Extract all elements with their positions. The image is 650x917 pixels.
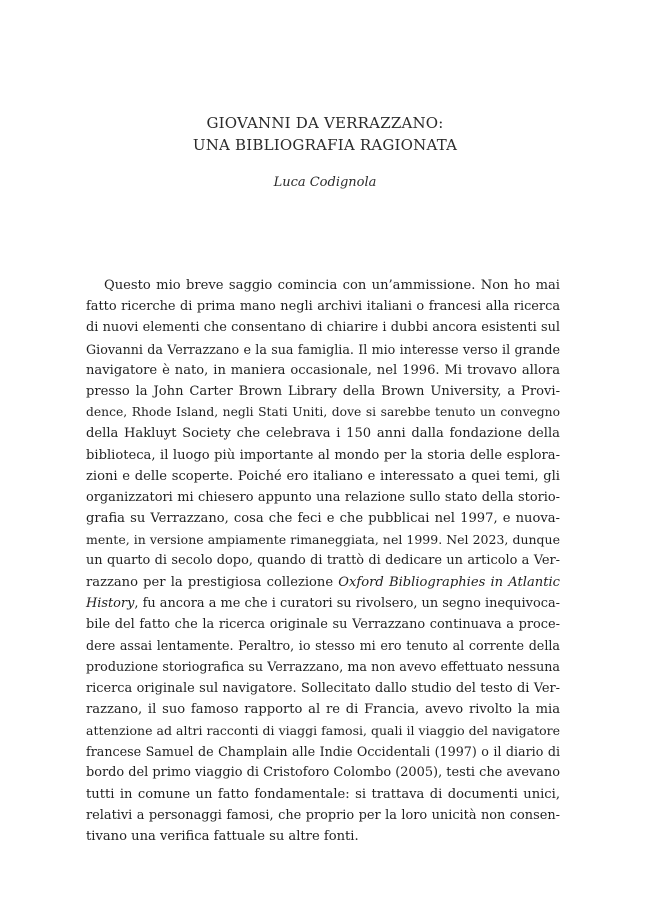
title-line-1: GIOVANNI DA VERRAZZANO:	[206, 114, 444, 132]
text-line: di nuovi elementi che consentano di chiarire i dubbi ancora esistenti sul	[86, 320, 560, 336]
text-line: bile del fatto che la ricerca originale su Verrazzano continuava a proce-	[86, 617, 560, 632]
chapter-title	[0, 112, 650, 156]
text-line: fatto ricerche di prima mano negli archivi italiani o francesi alla ricerca	[86, 299, 560, 315]
text-line: un quarto di secolo dopo, quando di trattò di dedicare un articolo a Ver-	[86, 553, 560, 569]
author-name: Luca Codignola	[273, 175, 377, 190]
text-line: biblioteca, il luogo più importante al mondo per la storia delle esplora-	[86, 447, 560, 463]
text-line: organizzatori mi chiesero appunto una relazione sullo stato della storio-	[86, 489, 560, 505]
title-line-2: UNA BIBLIOGRAFIA RAGIONATA	[192, 136, 458, 154]
text-line: tutti in comune un fatto fondamentale: si trattava di documenti unici,	[86, 786, 560, 802]
text-line: tivano una verifica fattuale su altre fonti.	[86, 828, 359, 844]
text-line: francese Samuel de Champlain alle Indie Occidentali (1997) o il diario di	[86, 744, 560, 760]
text-line: relativi a personaggi famosi, che proprio per la loro unicità non consen-	[86, 807, 560, 823]
text-line: mente, in versione ampiamente rimaneggiata, nel 1999. Nel 2023, dunque	[86, 532, 560, 548]
text-line: Questo mio breve saggio comincia con un’ammissione. Non ho mai	[104, 278, 560, 293]
text-line: grafia su Verrazzano, cosa che feci e che pubblicai nel 1997, e nuova-	[86, 511, 560, 527]
text-line: produzione storiografica su Verrazzano, ma non avevo effettuato nessuna	[86, 659, 560, 675]
text-line: navigatore è nato, in maniera occasionale, nel 1996. Mi trovavo allora	[86, 362, 560, 378]
text-line: presso la John Carter Brown Library della Brown University, a Provi-	[86, 383, 560, 399]
body-paragraph	[86, 275, 560, 847]
text-line: zioni e delle scoperte. Poiché ero italiano e interessato a quei temi, gli	[86, 468, 560, 484]
text-line: ricerca originale sul navigatore. Sollecitato dallo studio del testo di Ver-	[86, 680, 560, 696]
text-line: della Hakluyt Society che celebrava i 150 anni dalla fondazione della	[86, 426, 560, 442]
text-line: dere assai lentamente. Peraltro, io stesso mi ero tenuto al corrente della	[86, 638, 560, 654]
text-run: razzano per la prestigiosa collezione	[86, 574, 339, 590]
text-line: attenzione ad altri racconti di viaggi famosi, quali il viaggio del navigatore	[86, 722, 560, 738]
italic-title: Oxford Bibliographies in Atlantic	[338, 574, 560, 590]
text-line	[86, 593, 560, 614]
text-line: razzano, il suo famoso rapporto al re di Francia, avevo rivolto la mia	[86, 701, 560, 717]
text-run: , fu ancora a me che i curatori su rivolsero, un segno inequivoca-	[134, 595, 560, 611]
text-line: dence, Rhode Island, negli Stati Uniti, dove si sarebbe tenuto un convegno	[86, 405, 560, 420]
text-line	[86, 572, 560, 593]
text-line: bordo del primo viaggio di Cristoforo Colombo (2005), testi che avevano	[86, 765, 560, 781]
text-line: Giovanni da Verrazzano e la sua famiglia. Il mio interesse verso il grande	[86, 341, 560, 357]
italic-title: History	[86, 595, 135, 611]
